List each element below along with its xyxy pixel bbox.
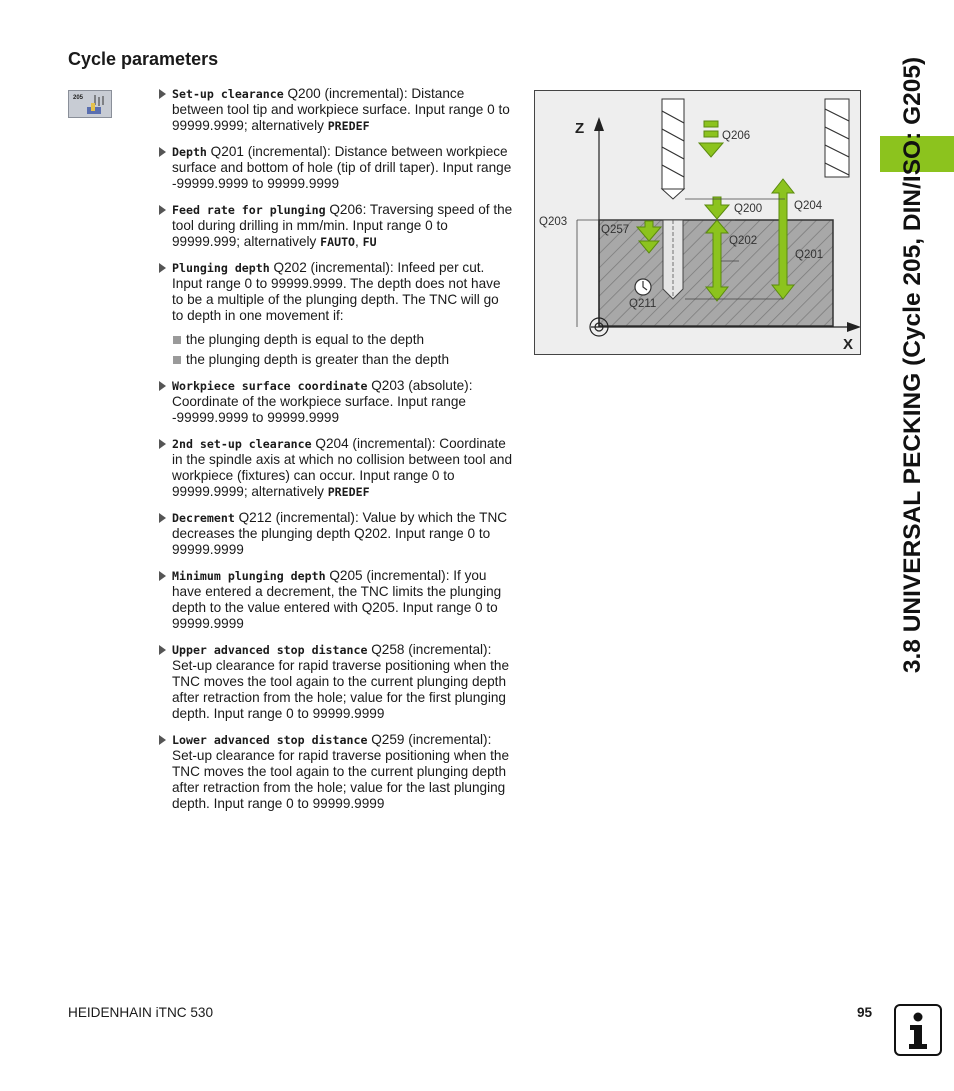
param-keyword-predef: PREDEF (327, 119, 370, 133)
bullet-triangle-icon (159, 147, 166, 157)
param-description: Q204 (incremental): Coordinate in the spindle axis at which no collision between tool and workpiece (fixtures) can occur. Input range 0 to 99999.9999; alternatively (172, 436, 513, 499)
param-description: Q200 (incremental): Distance between tool tip and workpiece surface. Input range 0 to 99999.9999; alternatively (172, 86, 510, 133)
param-q203 (158, 378, 513, 426)
param-q202 (158, 260, 513, 324)
tool-right-icon (825, 99, 849, 177)
param-keyword: Upper advanced stop distance (172, 643, 368, 657)
param-separator: , (355, 234, 363, 249)
bullet-text: the plunging depth is equal to the depth (186, 332, 425, 347)
param-description: Q206: Traversing speed of the tool during drilling in mm/min. Input range 0 to 99999.999; alternatively (172, 202, 513, 249)
param-keyword-fauto: FAUTO (320, 235, 356, 249)
parameter-list (158, 86, 513, 822)
q200-label: Q200 (734, 203, 763, 215)
param-q258 (158, 642, 513, 722)
q206-arrow (699, 121, 723, 157)
q203-label: Q203 (539, 216, 568, 228)
q200-arrow (705, 197, 729, 219)
bullet-triangle-icon (159, 89, 166, 99)
param-description: Q203 (absolute): Coordinate of the workpiece surface. Input range -99999.9999 to 99999.9999 (172, 378, 473, 425)
param-q201 (158, 144, 513, 192)
bullet-triangle-icon (159, 571, 166, 581)
param-description: Q205 (incremental): If you have entered a decrement, the TNC limits the plunging depth to the value entered with Q205. Input range 0 to 99999.9999 (172, 568, 502, 631)
chapter-title: 3.8 UNIVERSAL PECKING (Cycle 205, DIN/ISO: G205) (899, 56, 926, 674)
z-axis-label: Z (575, 120, 585, 137)
q257-label: Q257 (601, 224, 630, 236)
bullet-triangle-icon (159, 263, 166, 273)
x-axis-label: X (843, 336, 854, 353)
param-keyword-fu: FU (362, 235, 377, 249)
bullet-triangle-icon (159, 645, 166, 655)
param-keyword: Feed rate for plunging (172, 203, 326, 217)
param-keyword: Set-up clearance (172, 87, 284, 101)
section-heading: Cycle parameters (68, 49, 219, 69)
param-keyword: Minimum plunging depth (172, 569, 326, 583)
param-keyword: Lower advanced stop distance (172, 733, 368, 747)
param-q212 (158, 510, 513, 558)
square-bullet-icon (173, 336, 181, 344)
q202-label: Q202 (729, 235, 758, 247)
param-keyword-predef: PREDEF (327, 485, 370, 499)
q201-label: Q201 (795, 249, 824, 261)
bullet-text: the plunging depth is greater than the depth (186, 352, 450, 367)
param-keyword: Decrement (172, 511, 235, 525)
cycle-205-icon (68, 90, 112, 118)
cycle-diagram (534, 90, 861, 355)
param-keyword: Workpiece surface coordinate (172, 379, 368, 393)
param-description: Q201 (incremental): Distance between workpiece surface and bottom of hole (tip of drill taper). Input range -99999.9999 to 99999.9999 (172, 144, 512, 191)
tool-left-icon (662, 99, 684, 199)
param-description: Q259 (incremental): Set-up clearance for rapid traverse positioning when the TNC moves the tool again to the current plunging depth after retraction from the hole; value for the last plunging depth. Input range 0 to 99999.9999 (172, 732, 510, 811)
footer-product: HEIDENHAIN iTNC 530 (68, 1005, 214, 1020)
page-number: 95 (857, 1005, 873, 1020)
q204-label: Q204 (794, 200, 823, 212)
param-description: Q258 (incremental): Set-up clearance for rapid traverse positioning when the TNC moves the tool again to the current plunging depth after retraction from the hole; value for the first plunging depth. Input range 0 to 99999.9999 (172, 642, 510, 721)
bullet-triangle-icon (159, 205, 166, 215)
list-item (158, 332, 513, 348)
param-q205 (158, 568, 513, 632)
bullet-triangle-icon (159, 439, 166, 449)
param-q206 (158, 202, 513, 250)
info-icon (894, 1004, 942, 1056)
param-q204 (158, 436, 513, 500)
param-q259 (158, 732, 513, 812)
param-keyword: 2nd set-up clearance (172, 437, 312, 451)
q206-label: Q206 (722, 130, 751, 142)
param-keyword: Depth (172, 145, 207, 159)
q211-label: Q211 (629, 298, 657, 310)
param-keyword: Plunging depth (172, 261, 270, 275)
bullet-triangle-icon (159, 513, 166, 523)
bullet-triangle-icon (159, 381, 166, 391)
param-q200 (158, 86, 513, 134)
cycle-icon-label: 205 (73, 95, 84, 101)
square-bullet-icon (173, 356, 181, 364)
param-description: Q212 (incremental): Value by which the TNC decreases the plunging depth Q202. Input range 0 to 99999.9999 (172, 510, 508, 557)
bullet-triangle-icon (159, 735, 166, 745)
list-item (158, 352, 513, 368)
param-description: Q202 (incremental): Infeed per cut. Input range 0 to 99999.9999. The depth does not have to be a multiple of the plunging depth. The TNC will go to depth in one movement if: (172, 260, 501, 323)
